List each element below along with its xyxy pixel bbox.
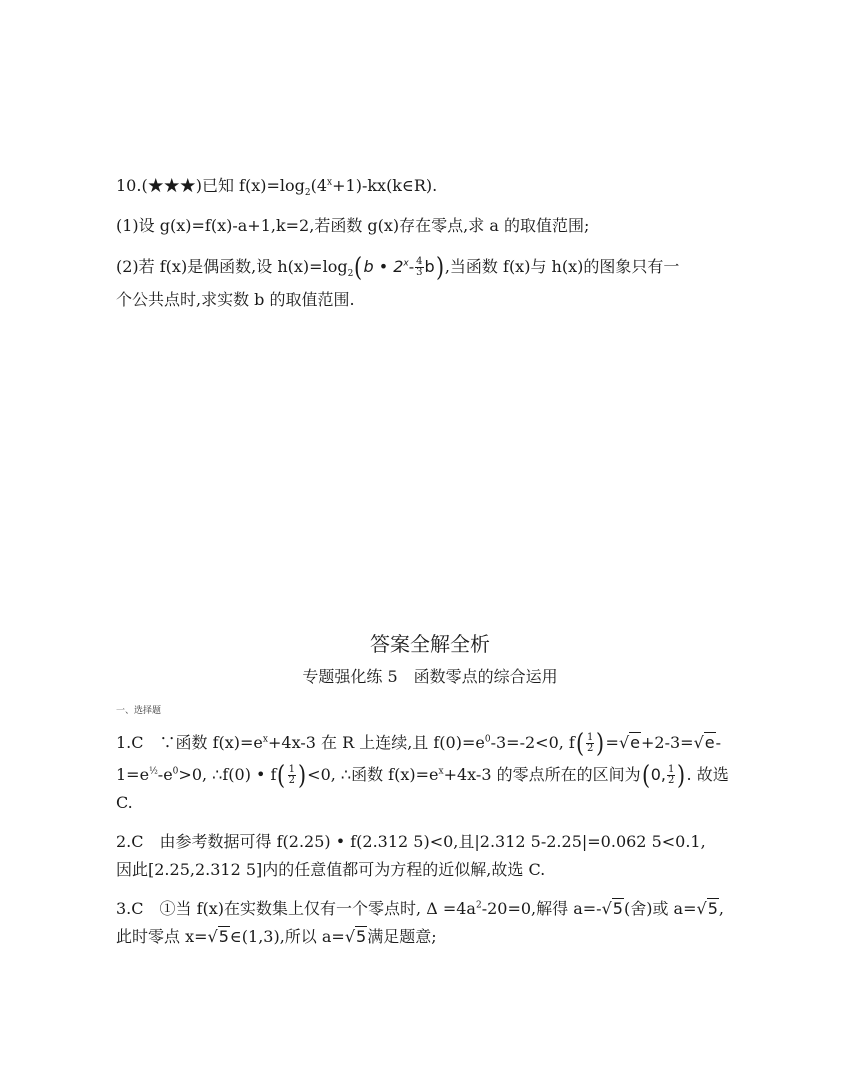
answer-text: 满足题意; <box>367 927 437 946</box>
fraction <box>415 257 423 278</box>
q10-text: +1)-kx(k∈R). <box>332 176 438 195</box>
answer-1-line2 <box>116 761 729 791</box>
math-expr: 0, <box>650 765 667 784</box>
sqrt-icon: √ <box>693 733 704 752</box>
answer-text: +2-3= <box>640 733 694 752</box>
answer-text: <0, ∴函数 f(x)=e <box>307 765 439 784</box>
answer-text: -20=0,解得 a=- <box>481 899 602 918</box>
left-paren: ( <box>575 729 584 759</box>
sqrt-radicand: 5 <box>356 927 367 946</box>
answer-2-line2: 因此[2.25,2.312 5]内的任意值都可为方程的近似解,故选 C. <box>116 860 546 879</box>
exponent: 0 <box>484 734 491 745</box>
fraction-numerator: 1 <box>668 764 675 775</box>
answer-text: +4x-3 在 R 上连续,且 f(0)=e <box>267 733 485 752</box>
log-base: 2 <box>304 188 311 199</box>
left-paren: ( <box>641 761 650 791</box>
answer-1-line3: C. <box>116 793 133 812</box>
answer-text: , <box>718 899 724 918</box>
sqrt-radicand: e <box>704 733 715 752</box>
answer-text: - <box>715 733 722 752</box>
right-paren: ) <box>596 729 605 759</box>
answer-text: (舍)或 a= <box>623 899 697 918</box>
answers-subtitle: 专题强化练 5 函数零点的综合运用 <box>302 667 558 686</box>
sqrt-icon: √ <box>207 927 218 946</box>
sqrt-radicand: 5 <box>612 899 623 918</box>
fraction-denominator: 2 <box>668 775 675 786</box>
section-label: 一、选择题 <box>116 706 162 716</box>
answer-3-line1 <box>116 899 724 919</box>
answer-1-line1 <box>116 729 722 759</box>
q10-text: 已知 f(x)=log <box>201 176 305 195</box>
fraction-denominator: 2 <box>288 775 295 786</box>
answer-2-line1: 2.C 由参考数据可得 f(2.25) • f(2.312 5)<0,且|2.312 5-2.25|=0.062 5<0.1, <box>116 832 706 851</box>
fraction <box>586 733 594 754</box>
answer-text: . 故选 <box>686 765 729 784</box>
answer-text: 1.C ∵函数 f(x)=e <box>116 733 263 752</box>
answer-text: >0, ∴f(0) • f <box>178 765 277 784</box>
sqrt-radicand: 5 <box>218 927 229 946</box>
fraction <box>288 765 296 786</box>
right-paren: ) <box>677 761 686 791</box>
left-paren: ( <box>277 761 286 791</box>
answer-text: +4x-3 的零点所在的区间为 <box>443 765 641 784</box>
answer-text: 3.C ①当 f(x)在实数集上仅有一个零点时, Δ =4a <box>116 899 476 918</box>
exponent: 2 <box>475 900 482 911</box>
exponent: x <box>438 766 444 777</box>
answers-title: 答案全解全析 <box>370 632 490 656</box>
fraction <box>667 765 675 786</box>
q10-statement <box>116 176 438 199</box>
difficulty-stars: (★★★) <box>141 176 202 195</box>
fraction-numerator: 1 <box>587 732 594 743</box>
math-expr: - <box>408 257 415 276</box>
exponent: x <box>327 177 333 188</box>
math-expr: b <box>424 257 435 276</box>
q10-part1: (1)设 g(x)=f(x)-a+1,k=2,若函数 g(x)存在零点,求 a 的取值范围; <box>116 216 590 235</box>
exponent: ½ <box>149 766 158 777</box>
q10-part2-line2: 个公共点时,求实数 b 的取值范围. <box>116 290 355 309</box>
q10-text: ,当函数 f(x)与 h(x)的图象只有一 <box>444 257 680 276</box>
right-paren: ) <box>298 761 307 791</box>
q10-number: 10. <box>116 176 142 195</box>
answer-text: 此时零点 x= <box>116 927 208 946</box>
answer-text: 1=e <box>116 765 150 784</box>
answer-3-line2 <box>116 927 437 947</box>
fraction-numerator: 1 <box>288 764 295 775</box>
sqrt-icon: √ <box>618 733 630 752</box>
sqrt-radicand: 5 <box>707 899 718 918</box>
log-base: 2 <box>347 269 354 280</box>
answer-text: -3=-2<0, f <box>490 733 575 752</box>
q10-part2-line1 <box>116 253 680 283</box>
q10-text: (4 <box>310 176 328 195</box>
sqrt-icon: √ <box>696 899 707 918</box>
sqrt-icon: √ <box>344 927 356 946</box>
answer-text: = <box>605 733 619 752</box>
exponent: 0 <box>172 766 179 777</box>
sqrt-icon: √ <box>601 899 612 918</box>
fraction-denominator: 3 <box>416 267 423 278</box>
exponent: x <box>262 734 268 745</box>
answer-text: -e <box>157 765 173 784</box>
answer-text: ∈(1,3),所以 a= <box>229 927 345 946</box>
exponent: x <box>403 258 409 269</box>
left-paren: ( <box>354 253 363 283</box>
fraction-numerator: 4 <box>416 256 423 267</box>
fraction-denominator: 2 <box>587 743 594 754</box>
q10-text: (2)若 f(x)是偶函数,设 h(x)=log <box>116 257 348 276</box>
math-expr: b • 2 <box>363 257 404 276</box>
right-paren: ) <box>435 253 444 283</box>
sqrt-radicand: e <box>630 733 640 752</box>
